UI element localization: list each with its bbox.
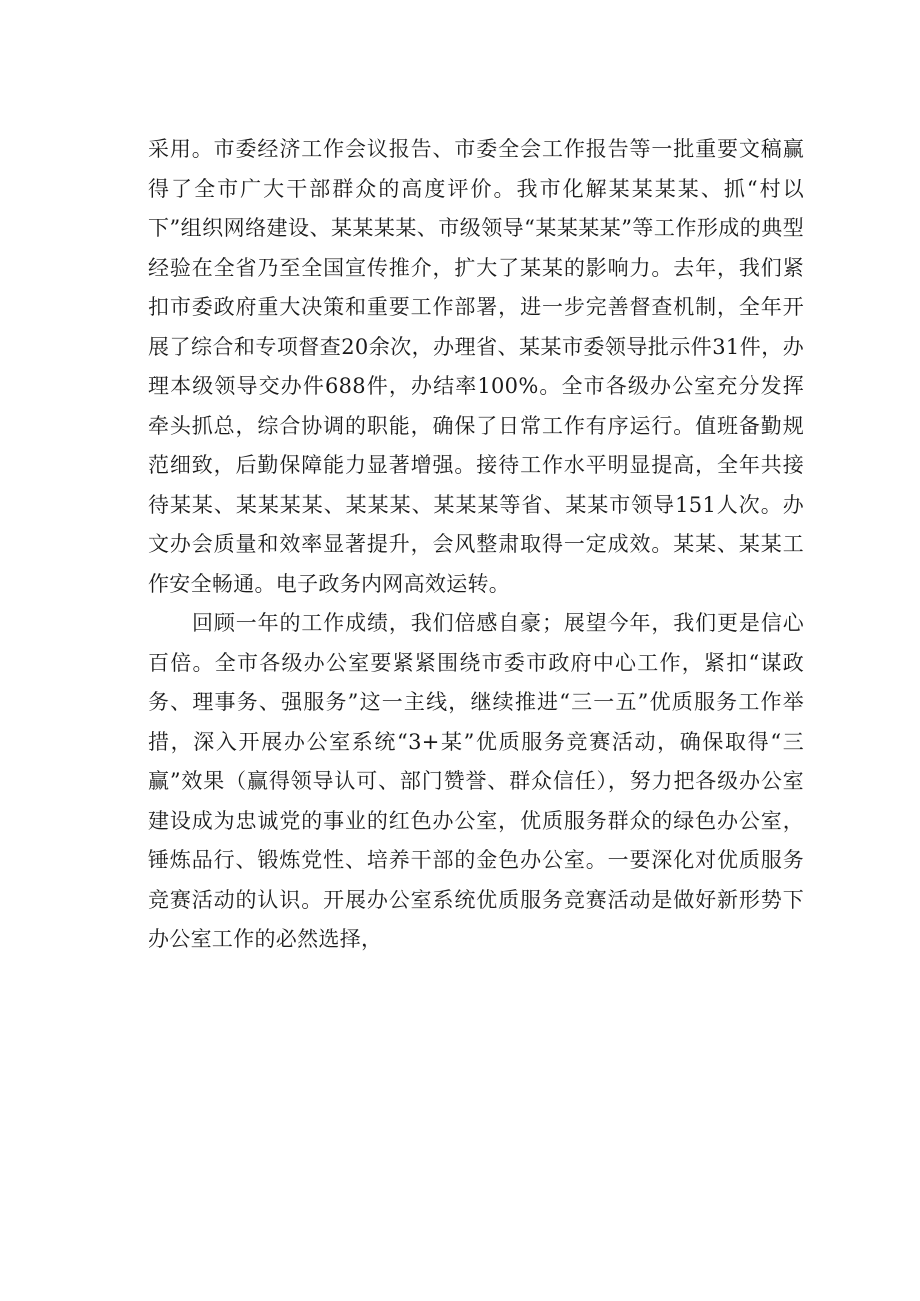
paragraph-1: 采用。市委经济工作会议报告、市委全会工作报告等一批重要文稿赢得了全市广大干部群众的高度评价。我市化解某某某某、抓“村以下”组织网络建设、某某某某、市级领导“某某某某”等工作形成的典型经验在全省乃至全国宣传推介，扩大了某某的影响力。去年，我们紧扣市委政府重大决策和重要工作部署，进一步完善督查机制，全年开展了综合和专项督查20余次，办理省、某某市委领导批示件31件，办理本级领导交办件688件，办结率100%。全市各级办公室充分发挥牵头抓总，综合协调的职能，确保了日常工作有序运行。值班备勤规范细致，后勤保障能力显著增强。接待工作水平明显提高，全年共接待某某、某某某某、某某某、某某某等省、某某市领导151人次。办文办会质量和效率显著提升，会风整肃取得一定成效。某某、某某工作安全畅通。电子政务内网高效运转。 — [148, 137, 804, 596]
document-body — [148, 130, 804, 960]
paragraph-2: 回顾一年的工作成绩，我们倍感自豪；展望今年，我们更是信心百倍。全市各级办公室要紧紧围绕市委市政府中心工作，紧扣“谋政务、理事务、强服务”这一主线，继续推进“三一五”优质服务工作举措，深入开展办公室系统“3+某”优质服务竞赛活动，确保取得“三赢”效果（赢得领导认可、部门赞誉、群众信任），努力把各级办公室建设成为忠诚党的事业的红色办公室，优质服务群众的绿色办公室，锤炼品行、锻炼党性、培养干部的金色办公室。一要深化对优质服务竞赛活动的认识。开展办公室系统优质服务竞赛活动是做好新形势下办公室工作的必然选择， — [148, 611, 804, 951]
